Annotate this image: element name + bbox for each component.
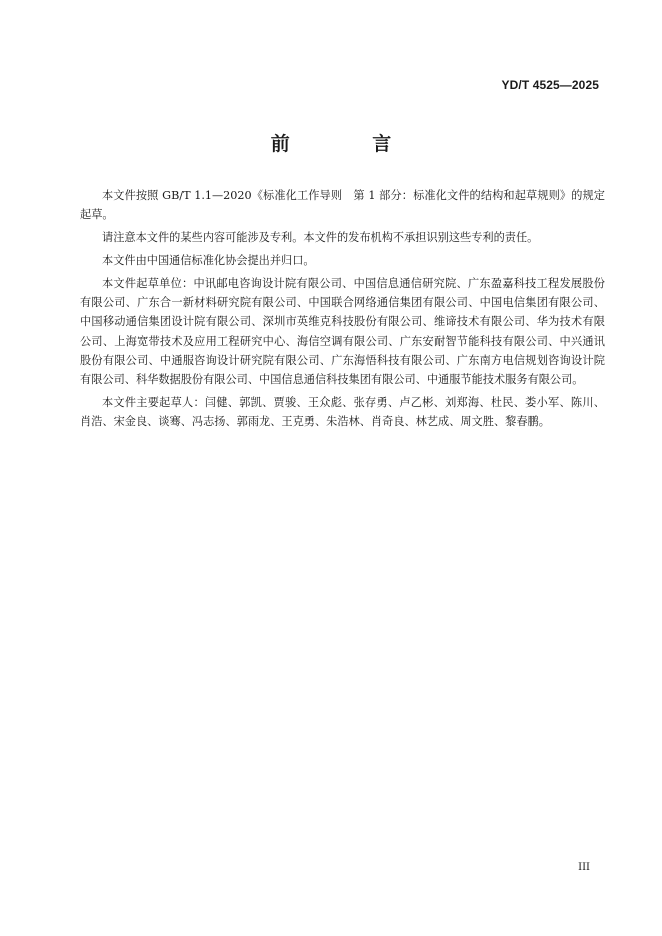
paragraph-drafting-rules: 本文件按照 GB/T 1.1—2020《标准化工作导则 第 1 部分：标准化文件的结构和起草规则》的规定起草。 <box>80 189 605 222</box>
paragraph-main-drafters: 本文件主要起草人：闫健、郭凯、贾骏、王众彪、张存勇、卢乙彬、刘郑海、杜民、娄小军、陈川、肖浩、宋金良、谈骞、冯志扬、郭雨龙、王克勇、朱浩林、肖奇良、林艺成、周文胜、黎春鹏。 <box>80 395 605 429</box>
foreword-body <box>80 186 605 435</box>
paragraph-patent-notice: 请注意本文件的某些内容可能涉及专利。本文件的发布机构不承担识别这些专利的责任。 <box>102 231 539 245</box>
standard-number: YD/T 4525—2025 <box>501 78 599 92</box>
page-title: 前 言 <box>270 133 430 155</box>
paragraph-proposer: 本文件由中国通信标准化协会提出并归口。 <box>102 253 315 267</box>
page-number: III <box>578 862 590 873</box>
paragraph-drafting-organizations: 本文件起草单位：中讯邮电咨询设计院有限公司、中国信息通信研究院、广东盈嘉科技工程发展股份有限公司、广东合一新材料研究院有限公司、中国联合网络通信集团有限公司、中国电信集团有限公司、中国移动通信集团设计院有限公司、深圳市英维克科技股份有限公司、维谛技术有限公司、华为技术有限公司、上海宽带技术及应用工程研究中心、海信空调有限公司、广东安耐智节能科技有限公司、中兴通讯股份有限公司、中通服咨询设计研究院有限公司、广东海悟科技有限公司、广东南方电信规划咨询设计院有限公司、科华数据股份有限公司、中国信息通信科技集团有限公司、中通服节能技术服务有限公司。 <box>80 276 605 387</box>
